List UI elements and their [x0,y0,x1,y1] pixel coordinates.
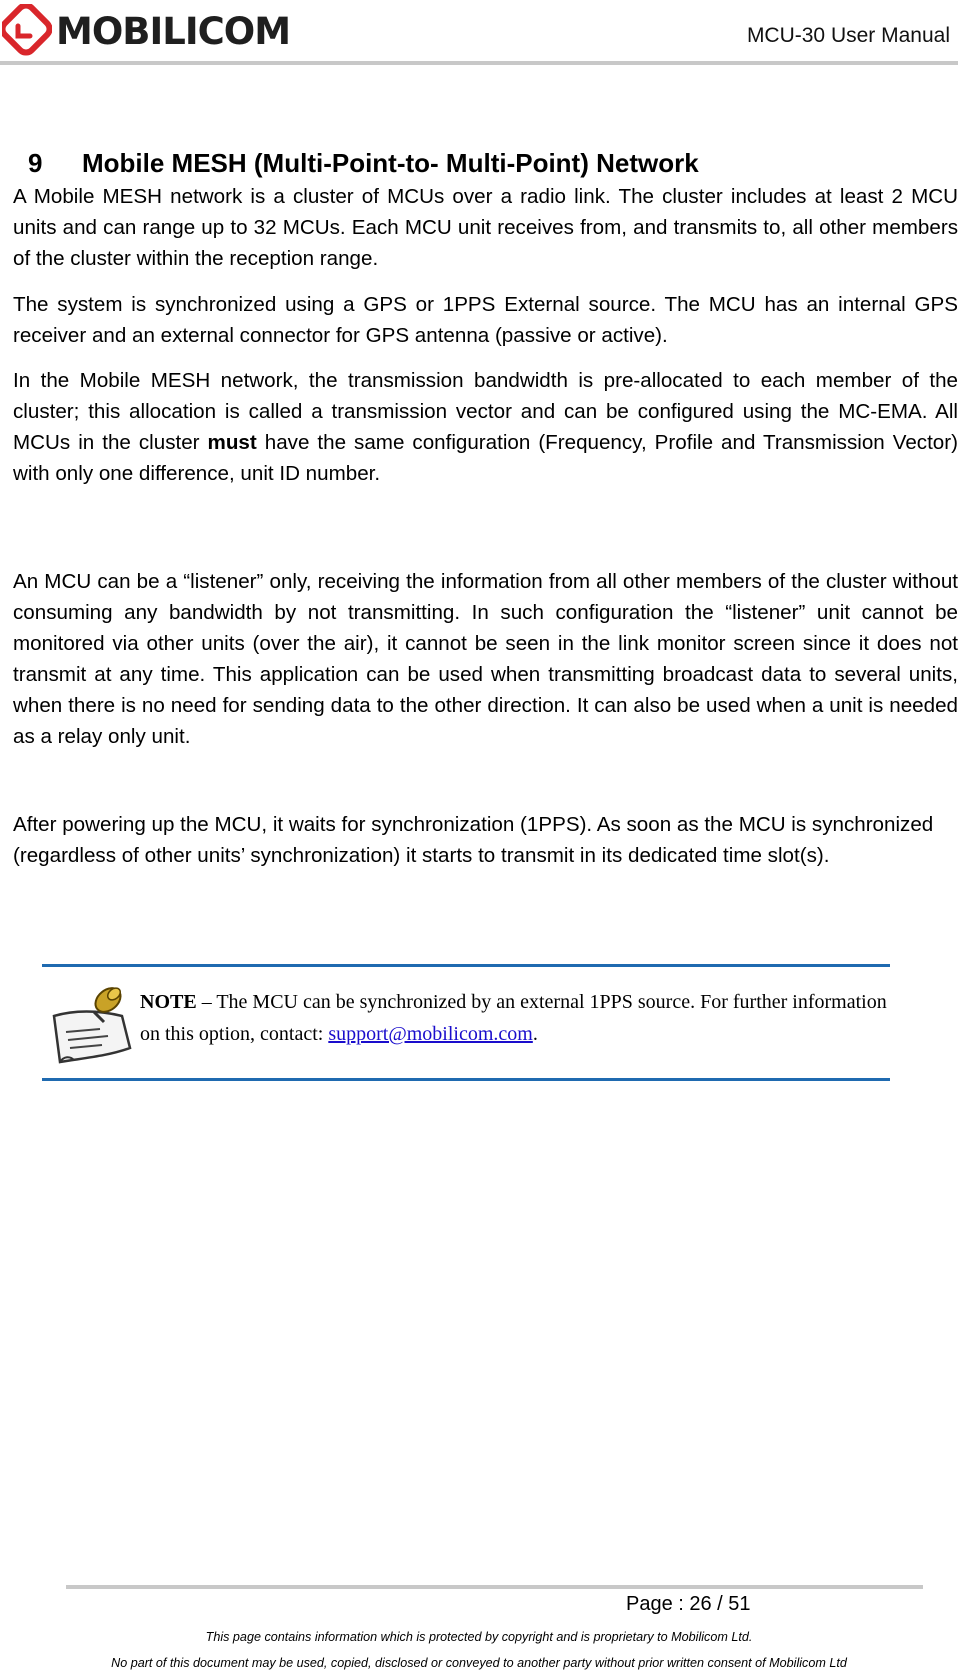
page-number: Page : 26 / 51 [626,1593,751,1615]
note-top-rule [42,964,890,967]
note-label: NOTE [140,991,197,1013]
paragraph-mesh-intro: A Mobile MESH network is a cluster of MCUs over a radio link. The cluster includes at least 2 MCU units and can range up to 32 MCUs. Each MCU unit receives from, and transmits to, all other members of the cluster within the reception range. [13,185,958,270]
section-number: 9 [28,148,43,178]
paragraph-power-up: After powering up the MCU, it waits for synchronization (1PPS). As soon as the MCU is synchronized (regardless of other units’ synchronization) it starts to transmit in its dedicated time slot(s). [13,813,934,867]
paragraph-text: In the Mobile MESH network, the transmission bandwidth is pre-allocated to each member of the cluster; this allocation is called a transmission vector and can be configured using the MC-EMA. All MCUs in the cluster [13,369,958,454]
copyright-notice: This page contains information which is protected by copyright and is proprietary to Mobilicom Ltd. [205,1630,753,1644]
mobilicom-logo [2,4,290,58]
paragraph-transmission-vector [13,365,958,489]
section-title: Mobile MESH (Multi-Point-to- Multi-Point) Network [82,148,699,178]
logo-wordmark: MOBILICOM [56,9,291,53]
note-body: – The MCU can be synchronized by an external 1PPS source. For further information on this option, contact: [140,991,887,1045]
emphasis-must: must [207,431,257,454]
support-email-link[interactable]: support@mobilicom.com [328,1023,533,1045]
paragraph-listener: An MCU can be a “listener” only, receiving the information from all other members of the cluster without consuming any bandwidth by not transmitting. In such configuration the “listener” unit cannot be monitored via other units (over the air), it cannot be seen in the link monitor screen since it does not transmit at any time. This application can be used when transmitting broadcast data to several units, when there is no need for sending data to the other direction. It can also be used when a unit is needed as a relay only unit. [13,570,958,748]
paragraph-synchronization: The system is synchronized using a GPS or 1PPS External source. The MCU has an internal GPS receiver and an external connector for GPS antenna (passive or active). [13,293,958,347]
note-end: . [532,1023,538,1045]
section-heading [28,149,699,178]
disclosure-notice: No part of this document may be used, copied, disclosed or conveyed to another party without prior written consent of Mobilicom Ltd [111,1656,847,1670]
document-title: MCU-30 User Manual [746,24,950,47]
footer-divider [66,1585,923,1589]
paragraph-text: have the same configuration (Frequency, Profile and Transmission Vector) with only one difference, unit ID number. [13,431,958,485]
page-header [0,0,958,64]
note-bottom-rule [42,1078,890,1081]
mobilicom-logo-icon [2,4,52,58]
note-pushpin-icon [48,976,140,1072]
note-text [140,986,890,1050]
header-divider [0,61,958,65]
